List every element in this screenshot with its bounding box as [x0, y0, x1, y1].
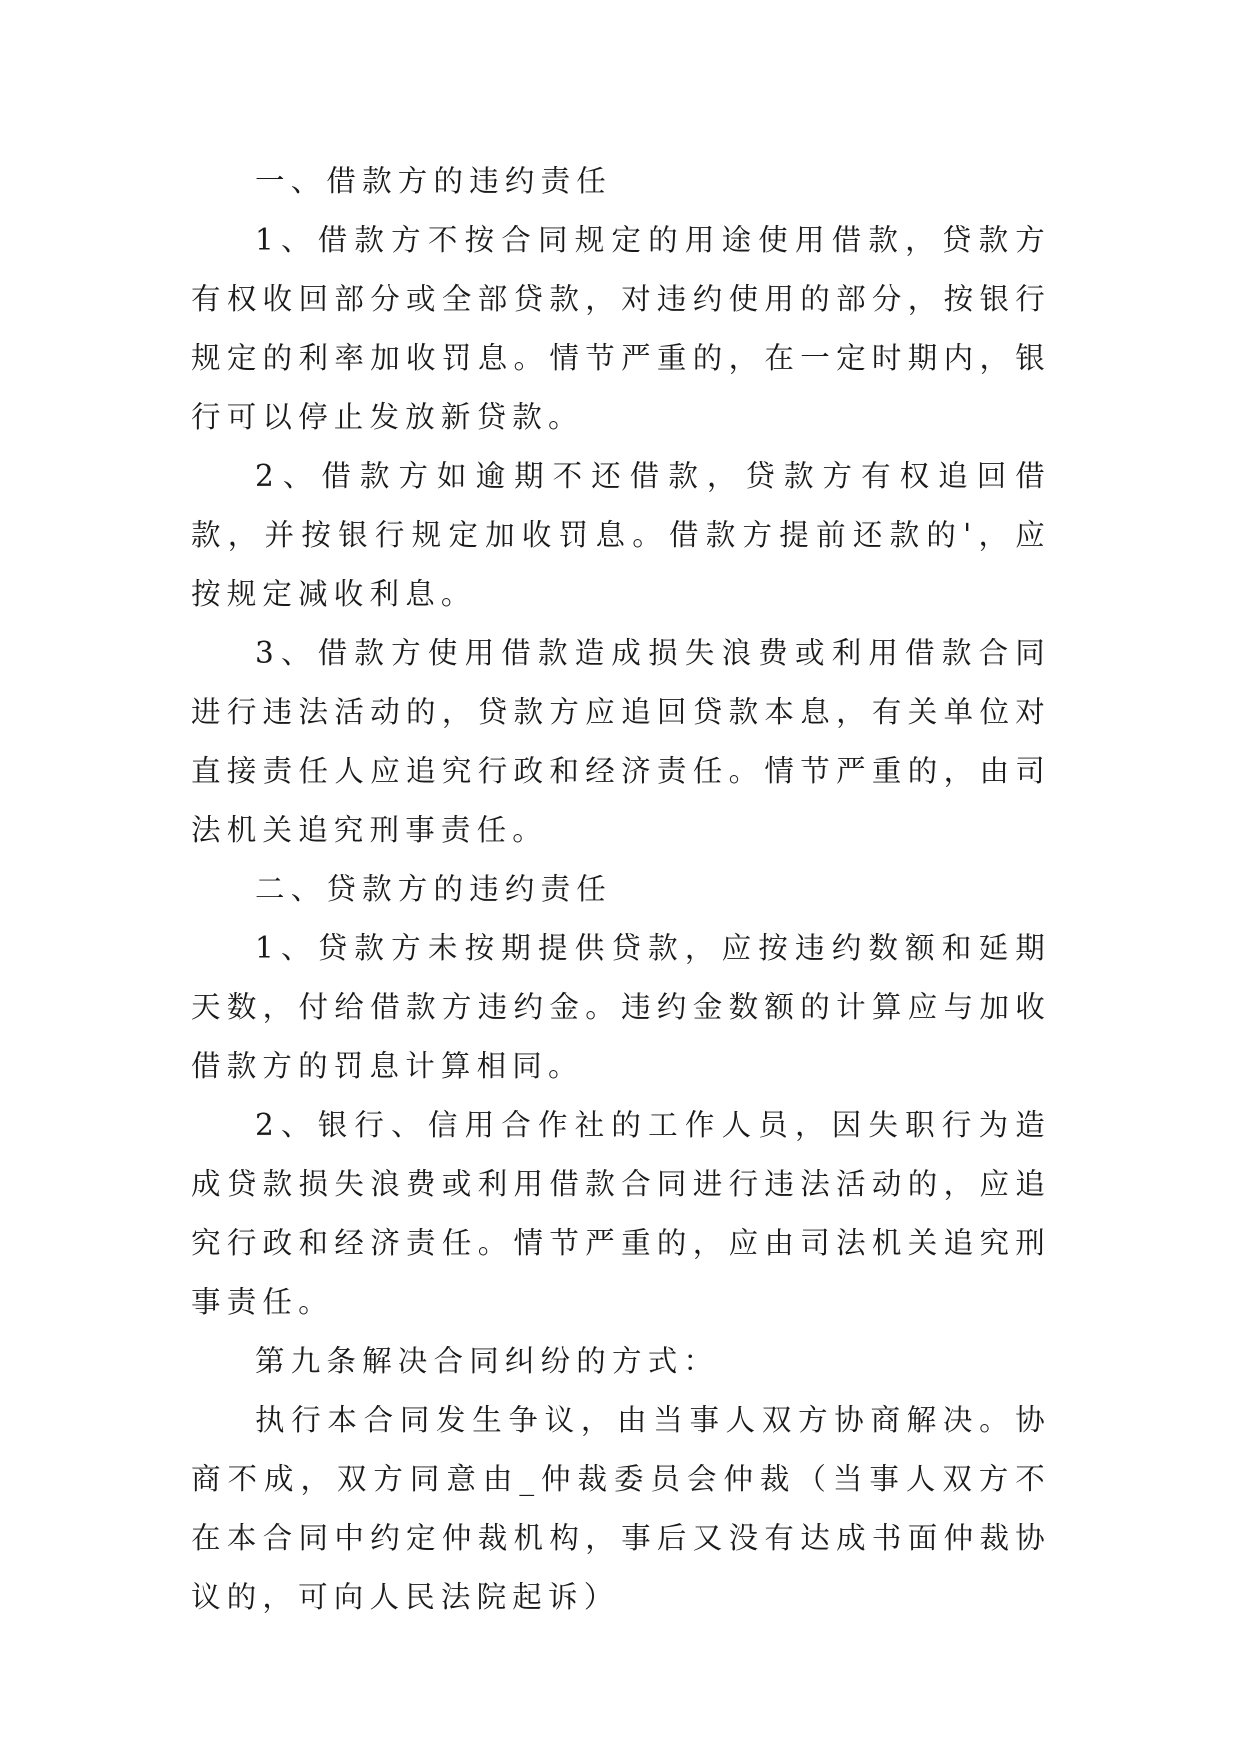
article-nine-heading: 第九条解决合同纠纷的方式：: [255, 1344, 720, 1378]
clause-borrower-1: 1、借款方不按合同规定的用途使用借款，贷款方有权收回部分或全部贷款，对违约使用的部分，按银行规定的利率加收罚息。情节严重的，在一定时期内，银行可以停止发放新贷款。: [191, 223, 1051, 434]
clause-borrower-2: 2、借款方如逾期不还借款，贷款方有权追回借款，并按银行规定加收罚息。借款方提前还款的'，应按规定减收利息。: [191, 459, 1051, 611]
section-heading-borrower-liability: 一、借款方的违约责任: [255, 164, 613, 198]
section-heading-lender-liability: 二、贷款方的违约责任: [255, 872, 613, 906]
clause-borrower-3: 3、借款方使用借款造成损失浪费或利用借款合同进行违法活动的，贷款方应追回贷款本息，有关单位对直接责任人应追究行政和经济责任。情节严重的，由司法机关追究刑事责任。: [191, 636, 1051, 847]
clause-lender-1: 1、贷款方未按期提供贷款，应按违约数额和延期天数，付给借款方违约金。违约金数额的计算应与加收借款方的罚息计算相同。: [191, 931, 1051, 1083]
document-page: [191, 152, 1051, 1627]
dispute-resolution-paragraph: 执行本合同发生争议，由当事人双方协商解决。协商不成，双方同意由_仲裁委员会仲裁（当事人双方不在本合同中约定仲裁机构，事后又没有达成书面仲裁协议的，可向人民法院起诉）: [191, 1403, 1051, 1614]
clause-lender-2: 2、银行、信用合作社的工作人员，因失职行为造成贷款损失浪费或利用借款合同进行违法活动的，应追究行政和经济责任。情节严重的，应由司法机关追究刑事责任。: [191, 1108, 1051, 1319]
